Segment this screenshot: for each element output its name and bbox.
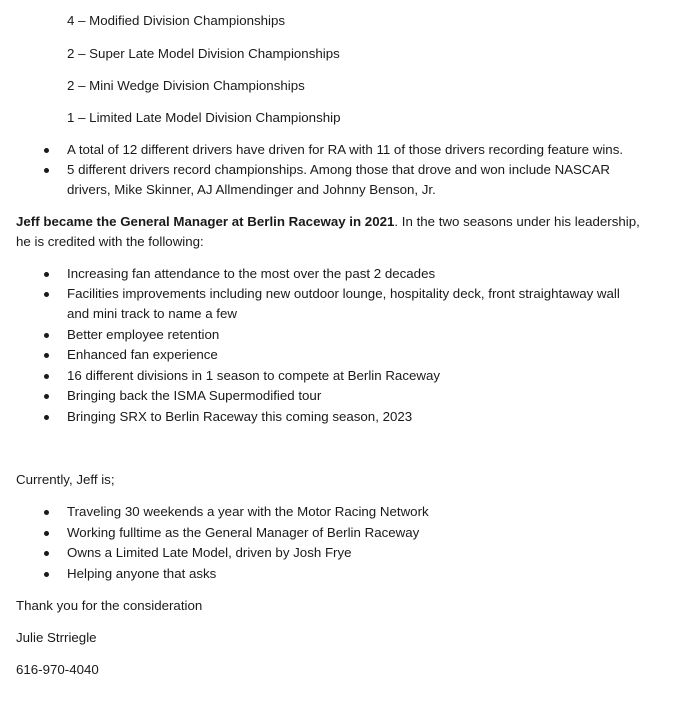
driver-bullet-text: 5 different drivers record championships. Among those that drove and won include NASCAR [67, 162, 611, 177]
closing-name: Julie Strriegle [16, 630, 97, 645]
driver-bullet-text-continued: drivers, Mike Skinner, AJ Allmendinger and Johnny Benson, Jr. [67, 182, 436, 197]
bullet-icon [44, 394, 49, 399]
bullet-icon [44, 572, 49, 577]
bullet-icon [44, 415, 49, 420]
gm-bullet-text: Bringing back the ISMA Supermodified tour [67, 388, 322, 403]
gm-bullet-text: 16 different divisions in 1 season to compete at Berlin Raceway [67, 368, 441, 383]
gm-paragraph-rest: . In the two seasons under his leadership, [394, 214, 640, 229]
bullet-icon [44, 531, 49, 536]
gm-bullet-text: Bringing SRX to Berlin Raceway this coming season, 2023 [67, 409, 413, 424]
bullet-icon [44, 353, 49, 358]
bullet-icon [44, 551, 49, 556]
currently-item: Helping anyone that asks [67, 566, 217, 581]
gm-bullet-text: Increasing fan attendance to the most over the past 2 decades [67, 266, 436, 281]
bullet-icon [44, 510, 49, 515]
currently-item: Traveling 30 weekends a year with the Motor Racing Network [67, 504, 429, 519]
gm-paragraph-line2: he is credited with the following: [16, 234, 204, 249]
closing-phone: 616-970-4040 [16, 662, 99, 677]
closing-thanks: Thank you for the consideration [16, 598, 203, 613]
currently-heading: Currently, Jeff is; [16, 472, 115, 487]
bullet-icon [44, 292, 49, 297]
gm-bullet-text: Enhanced fan experience [67, 347, 218, 362]
championship-line: 1 – Limited Late Model Division Championship [67, 110, 341, 125]
bullet-icon [44, 374, 49, 379]
bullet-icon [44, 168, 49, 173]
currently-item: Working fulltime as the General Manager of Berlin Raceway [67, 525, 420, 540]
driver-bullet-text: A total of 12 different drivers have driven for RA with 11 of those drivers recording feature wins. [67, 142, 624, 157]
currently-item: Owns a Limited Late Model, driven by Josh Frye [67, 545, 352, 560]
gm-paragraph-line1 [16, 212, 640, 232]
gm-bullet-text: Better employee retention [67, 327, 220, 342]
championship-line: 2 – Mini Wedge Division Championships [67, 78, 305, 93]
bullet-icon [44, 272, 49, 277]
bullet-icon [44, 148, 49, 153]
bullet-icon [44, 333, 49, 338]
gm-paragraph-bold: Jeff became the General Manager at Berlin Raceway in 2021 [16, 214, 395, 229]
championship-line: 4 – Modified Division Championships [67, 13, 286, 28]
championship-line: 2 – Super Late Model Division Championships [67, 46, 340, 61]
gm-bullet-text-continued: and mini track to name a few [67, 306, 237, 321]
gm-bullet-text: Facilities improvements including new outdoor lounge, hospitality deck, front straightaway wall [67, 286, 620, 301]
